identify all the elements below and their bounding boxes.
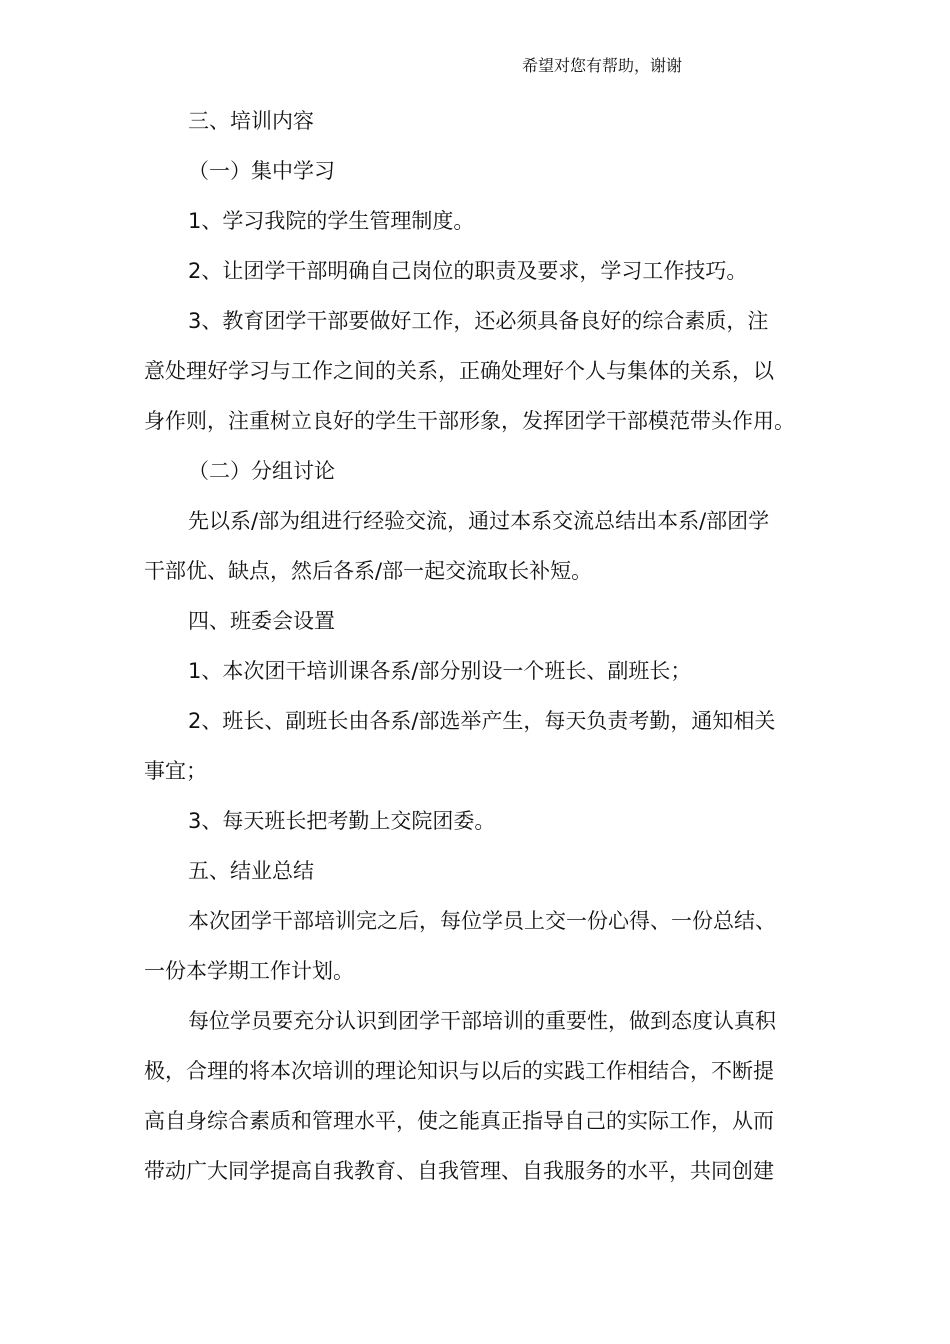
text-line: 带动广大同学提高自我教育、自我管理、自我服务的水平，共同创建 bbox=[144, 1159, 774, 1183]
text-line: 四、班委会设置 bbox=[188, 609, 335, 633]
text-line: 先以系/部为组进行经验交流，通过本系交流总结出本系/部团学 bbox=[188, 509, 770, 533]
text-line: 五、结业总结 bbox=[188, 859, 314, 883]
text-line: 一份本学期工作计划。 bbox=[144, 959, 354, 983]
text-line: 三、培训内容 bbox=[188, 109, 314, 133]
text-line: 事宜； bbox=[144, 759, 207, 783]
text-line: 3、教育团学干部要做好工作，还必须具备良好的综合素质，注 bbox=[188, 309, 769, 333]
text-line: 2、班长、副班长由各系/部选举产生，每天负责考勤，通知相关 bbox=[188, 709, 776, 733]
text-line: 1、学习我院的学生管理制度。 bbox=[188, 209, 475, 233]
text-line: 干部优、缺点，然后各系/部一起交流取长补短。 bbox=[144, 559, 593, 583]
text-line: 2、让团学干部明确自己岗位的职责及要求，学习工作技巧。 bbox=[188, 259, 748, 283]
text-line: （二）分组讨论 bbox=[188, 459, 335, 483]
text-line: （一）集中学习 bbox=[188, 159, 335, 183]
text-line: 身作则，注重树立良好的学生干部形象，发挥团学干部模范带头作用。 bbox=[144, 409, 795, 433]
document-body bbox=[144, 96, 822, 1196]
text-line: 高自身综合素质和管理水平，使之能真正指导自己的实际工作，从而 bbox=[144, 1109, 774, 1133]
header-note: 希望对您有帮助，谢谢 bbox=[522, 56, 683, 75]
text-line: 1、本次团干培训课各系/部分别设一个班长、副班长； bbox=[188, 659, 692, 683]
text-line: 意处理好学习与工作之间的关系，正确处理好个人与集体的关系，以 bbox=[144, 359, 774, 383]
text-line: 每位学员要充分认识到团学干部培训的重要性，做到态度认真积 bbox=[188, 1009, 776, 1033]
text-line: 极，合理的将本次培训的理论知识与以后的实践工作相结合，不断提 bbox=[144, 1059, 774, 1083]
text-line: 本次团学干部培训完之后，每位学员上交一份心得、一份总结、 bbox=[188, 909, 776, 933]
text-line: 3、每天班长把考勤上交院团委。 bbox=[188, 809, 496, 833]
